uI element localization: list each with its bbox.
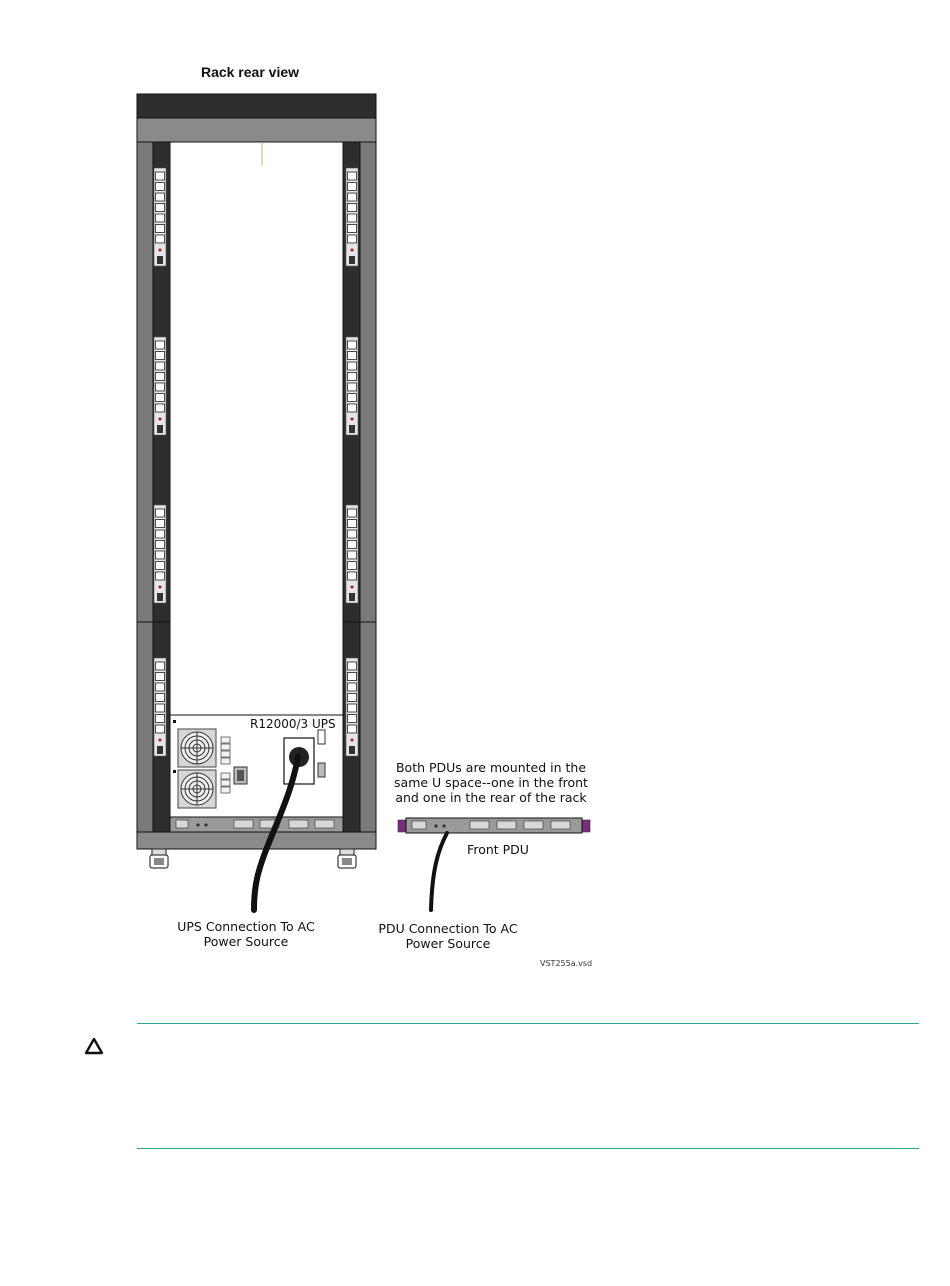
pdu-note-line-1: Both PDUs are mounted in the: [395, 760, 587, 775]
outlet-icon: [348, 362, 357, 370]
plug-icon: [349, 425, 355, 433]
outlet-icon: [156, 530, 165, 538]
outlet-icon: [348, 551, 357, 559]
plug-icon: [157, 256, 163, 264]
outlet-icon: [348, 373, 357, 381]
pdu-connection-label-line-1: PDU Connection To AC: [378, 921, 518, 936]
outlet-icon: [156, 172, 165, 180]
outlet-icon: [156, 214, 165, 222]
outlet-icon: [348, 683, 357, 691]
rack-bay: [170, 142, 343, 715]
outlet-icon: [348, 193, 357, 201]
outlet-icon: [156, 404, 165, 412]
status-led: [351, 586, 354, 589]
outlet-icon: [156, 673, 165, 681]
outlet-icon: [156, 362, 165, 370]
pdu-note-line-2: same U space--one in the front: [394, 775, 588, 790]
outlet-icon: [348, 725, 357, 733]
outlet-icon: [156, 520, 165, 528]
outlet-icon: [348, 172, 357, 180]
outlet-icon: [348, 394, 357, 402]
pdu-note-line-3: and one in the rear of the rack: [395, 790, 587, 805]
outlet-icon: [156, 541, 165, 549]
status-led: [351, 249, 354, 252]
outlet-icon: [348, 214, 357, 222]
outlet-icon: [348, 204, 357, 212]
front-pdu: [398, 818, 590, 833]
outlet-icon: [348, 183, 357, 191]
ups-connection-label-line-1: UPS Connection To AC: [177, 919, 315, 934]
outlet-icon: [348, 673, 357, 681]
outlet-icon: [156, 394, 165, 402]
plug-icon: [157, 746, 163, 754]
outlet-icon: [156, 725, 165, 733]
outlet-icon: [156, 183, 165, 191]
rear-pdu: [170, 817, 343, 832]
status-led: [159, 418, 162, 421]
status-led: [351, 739, 354, 742]
outlet-icon: [348, 520, 357, 528]
caution-top-rule: [137, 1023, 919, 1024]
caution-triangle-icon: [84, 1037, 104, 1055]
status-led: [159, 586, 162, 589]
outlet-icon: [156, 683, 165, 691]
caster-left: [150, 849, 168, 868]
rack-left-rail-outer: [137, 142, 153, 849]
ups-fan-icon: [178, 729, 216, 767]
outlet-icon: [348, 383, 357, 391]
outlet-icon: [348, 352, 357, 360]
outlet-icon: [156, 662, 165, 670]
caution-bottom-rule: [137, 1148, 919, 1149]
rack-right-rail-outer: [360, 142, 376, 849]
caster-right: [338, 849, 356, 868]
status-led: [159, 739, 162, 742]
figure-title: Rack rear view: [200, 64, 300, 80]
outlet-icon: [348, 715, 357, 723]
outlet-icon: [348, 235, 357, 243]
outlet-icon: [348, 341, 357, 349]
outlet-icon: [348, 530, 357, 538]
status-led: [351, 418, 354, 421]
outlet-icon: [156, 562, 165, 570]
ups-model-label: R12000/3 UPS: [250, 717, 336, 731]
outlet-icon: [156, 341, 165, 349]
outlet-icon: [348, 662, 357, 670]
outlet-icon: [348, 704, 357, 712]
outlet-icon: [348, 509, 357, 517]
plug-icon: [157, 593, 163, 601]
outlet-icon: [156, 551, 165, 559]
plug-icon: [349, 593, 355, 601]
outlet-icon: [348, 694, 357, 702]
status-led: [159, 249, 162, 252]
outlet-icon: [156, 572, 165, 580]
outlet-icon: [348, 404, 357, 412]
file-id-label: VST255a.vsd: [540, 959, 593, 968]
rack-top-cap: [137, 94, 376, 118]
outlet-icon: [156, 509, 165, 517]
rack-top-panel: [137, 118, 376, 142]
outlet-icon: [348, 562, 357, 570]
outlet-icon: [156, 383, 165, 391]
rack-base: [137, 832, 376, 849]
outlet-icon: [348, 541, 357, 549]
outlet-icon: [156, 235, 165, 243]
plug-icon: [349, 746, 355, 754]
outlet-icon: [156, 715, 165, 723]
ups-connection-label-line-2: Power Source: [203, 934, 289, 949]
outlet-icon: [348, 572, 357, 580]
plug-icon: [157, 425, 163, 433]
outlet-icon: [156, 373, 165, 381]
front-pdu-label: Front PDU: [467, 842, 529, 857]
ups-fan-icon: [178, 770, 216, 808]
outlet-icon: [156, 193, 165, 201]
plug-icon: [349, 256, 355, 264]
pdu-connection-label-line-2: Power Source: [405, 936, 491, 951]
outlet-icon: [156, 704, 165, 712]
outlet-icon: [156, 204, 165, 212]
outlet-icon: [348, 225, 357, 233]
pdu-power-cord: [431, 833, 447, 910]
outlet-icon: [156, 225, 165, 233]
outlet-icon: [156, 352, 165, 360]
outlet-icon: [156, 694, 165, 702]
